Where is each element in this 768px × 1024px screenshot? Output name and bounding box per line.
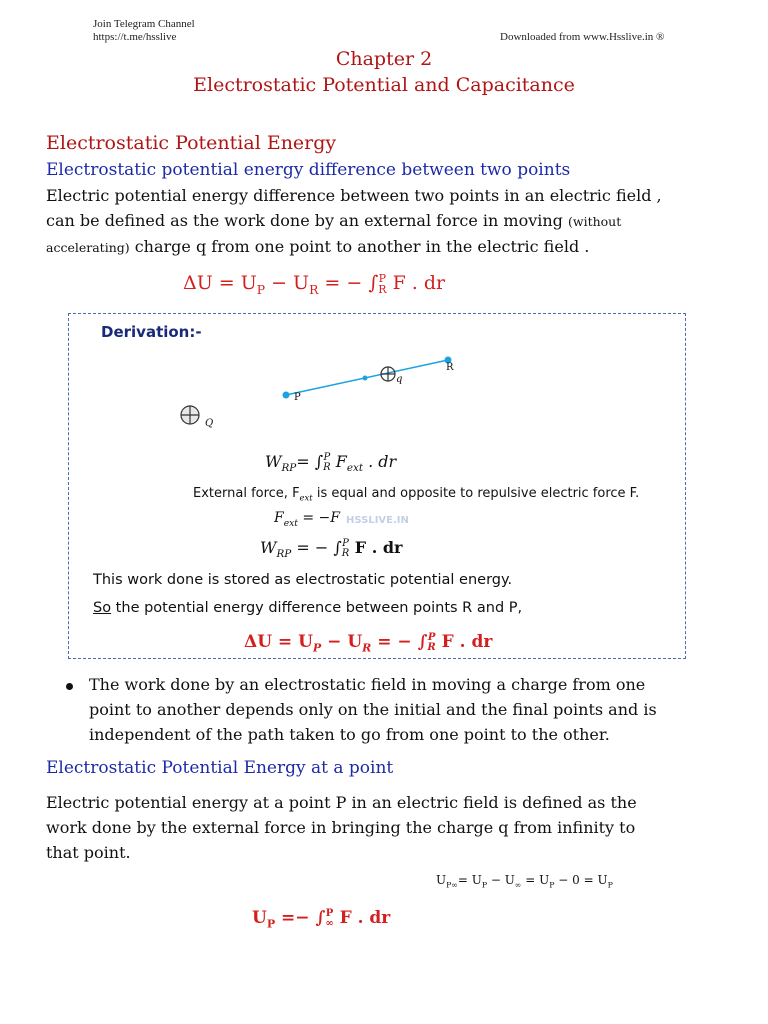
label-Q: Q <box>205 418 214 429</box>
work2-equation: $W_{RP}$ = − ∫ P R F . dr <box>260 537 403 561</box>
so-text: So the potential energy difference between points R and P, <box>93 600 523 616</box>
chapter-number: Chapter 2 <box>335 48 433 70</box>
telegram-url[interactable]: https://t.me/hsslive <box>93 31 177 43</box>
derivation-title: Derivation:- <box>101 323 202 341</box>
fext-equation: $F_{ext} = -F$ <box>274 510 340 529</box>
download-note: Downloaded from www.Hsslive.in ® <box>500 31 665 43</box>
side-equation: $U_{P\infty}= U_P - U_\infty = U_P - 0 = U_P$ <box>436 873 613 890</box>
bullet-text <box>89 672 739 747</box>
chapter-title: Electrostatic Potential and Capacitance <box>193 74 575 96</box>
bullet-line: point to another depends only on the initial and the final points and is <box>89 700 657 719</box>
para-text: can be defined as the work done by an external force in moving <box>46 211 563 230</box>
para-line: that point. <box>46 843 131 862</box>
para-note: (without <box>568 214 622 229</box>
section2-paragraph <box>46 790 736 865</box>
external-force-text: External force, $F_{ext}$ is equal and opposite to repulsive electric force F. <box>193 486 640 503</box>
telegram-label: Join Telegram Channel <box>93 18 195 30</box>
bullet-dot <box>66 683 73 690</box>
para-line: Electric potential energy at a point P in an electric field is defined as the <box>46 793 637 812</box>
para-line <box>46 208 736 234</box>
watermark: HSSLIVE.IN <box>346 515 409 526</box>
potential-at-point-equation: $U_P$ =− ∫ P ∞ F . dr <box>252 907 391 931</box>
charge-q-icon <box>381 367 395 381</box>
bullet-line: independent of the path taken to go from one point to the other. <box>89 725 610 744</box>
label-q: q <box>396 374 403 385</box>
section-subheading: Electrostatic potential energy difference between two points <box>46 160 571 180</box>
section-paragraph <box>46 183 736 260</box>
point-p <box>283 392 290 399</box>
section2-heading: Electrostatic Potential Energy at a point <box>46 758 394 778</box>
potential-energy-equation: $\Delta U = U_P - U_R$ = − ∫ P R F . dr <box>183 272 446 297</box>
para-line: Electric potential energy difference between two points in an electric field , <box>46 186 662 205</box>
final-derivation-equation: $\Delta U = U_P - U_R$ = − ∫ P R F . dr <box>244 631 493 655</box>
stored-text: This work done is stored as electrostatic potential energy. <box>93 572 513 588</box>
midpoint <box>363 376 368 381</box>
para-line <box>46 234 736 260</box>
work-equation: $W_{RP}=$ ∫ P R $F_{ext}$ . dr <box>265 451 397 475</box>
bullet-line: The work done by an electrostatic field in moving a charge from one <box>89 675 646 694</box>
para-text: charge q from one point to another in the electric field . <box>134 237 590 256</box>
para-line: work done by the external force in bringing the charge q from infinity to <box>46 818 636 837</box>
label-p: P <box>294 392 301 403</box>
charge-Q-icon <box>181 406 199 424</box>
para-note: accelerating) <box>46 240 130 255</box>
section-heading: Electrostatic Potential Energy <box>46 132 337 154</box>
label-r: R <box>446 362 454 373</box>
